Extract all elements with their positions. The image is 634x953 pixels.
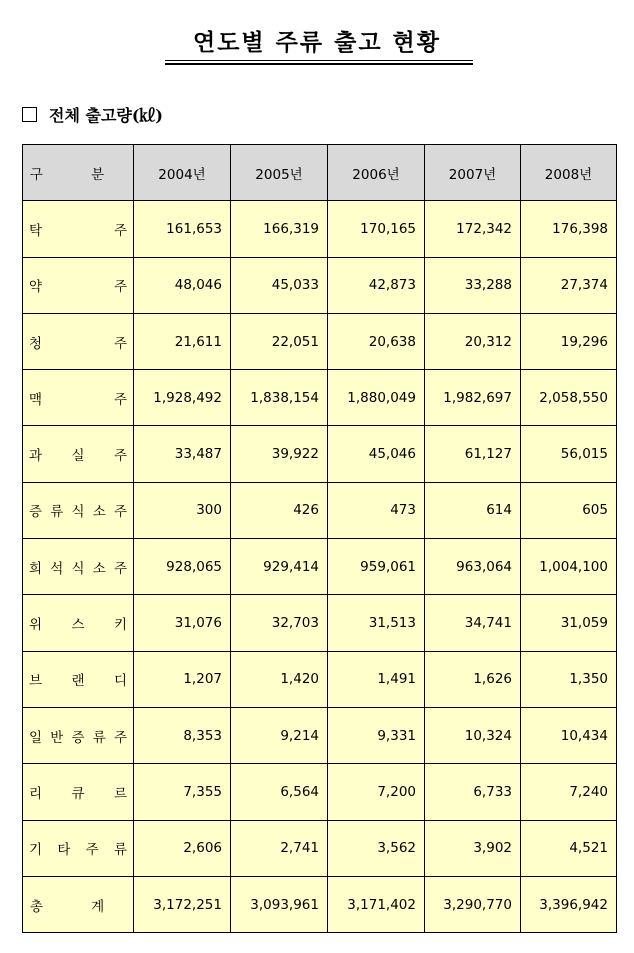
row-value: 1,420 xyxy=(231,651,328,707)
row-category: 브 랜 디 xyxy=(23,651,134,707)
table-row xyxy=(23,707,617,763)
row-value: 45,046 xyxy=(328,426,425,482)
table-header-row xyxy=(23,145,617,201)
table-row xyxy=(23,539,617,595)
header-year: 2007년 xyxy=(425,145,521,201)
table-row xyxy=(23,257,617,313)
total-value: 3,172,251 xyxy=(134,876,231,932)
checkbox-square-icon xyxy=(22,107,37,122)
row-value: 2,058,550 xyxy=(521,370,617,426)
page-title: 연도별 주류 출고 현황 xyxy=(193,30,441,56)
row-value: 34,741 xyxy=(425,595,521,651)
title-underline-thick xyxy=(165,63,473,65)
total-value: 3,396,942 xyxy=(521,876,617,932)
row-category: 청 주 xyxy=(23,313,134,369)
row-value: 61,127 xyxy=(425,426,521,482)
row-value: 300 xyxy=(134,482,231,538)
row-value: 48,046 xyxy=(134,257,231,313)
row-value: 9,331 xyxy=(328,707,425,763)
row-value: 9,214 xyxy=(231,707,328,763)
row-category: 위 스 키 xyxy=(23,595,134,651)
table-row xyxy=(23,651,617,707)
shipment-table xyxy=(22,144,617,933)
row-value: 32,703 xyxy=(231,595,328,651)
row-value: 10,324 xyxy=(425,707,521,763)
row-category: 과 실 주 xyxy=(23,426,134,482)
table-row xyxy=(23,595,617,651)
row-value: 963,064 xyxy=(425,539,521,595)
row-value: 1,626 xyxy=(425,651,521,707)
header-year: 2008년 xyxy=(521,145,617,201)
table-row xyxy=(23,370,617,426)
row-value: 1,350 xyxy=(521,651,617,707)
row-value: 1,880,049 xyxy=(328,370,425,426)
row-value: 166,319 xyxy=(231,201,328,257)
table-row xyxy=(23,201,617,257)
row-value: 33,288 xyxy=(425,257,521,313)
title-underline xyxy=(165,60,473,61)
section-heading xyxy=(22,103,163,126)
row-value: 33,487 xyxy=(134,426,231,482)
table-row xyxy=(23,426,617,482)
row-value: 31,059 xyxy=(521,595,617,651)
row-value: 27,374 xyxy=(521,257,617,313)
header-year: 2004년 xyxy=(134,145,231,201)
row-value: 21,611 xyxy=(134,313,231,369)
row-value: 1,207 xyxy=(134,651,231,707)
row-value: 56,015 xyxy=(521,426,617,482)
row-value: 7,200 xyxy=(328,764,425,820)
row-value: 426 xyxy=(231,482,328,538)
row-value: 8,353 xyxy=(134,707,231,763)
row-value: 4,521 xyxy=(521,820,617,876)
total-value: 3,171,402 xyxy=(328,876,425,932)
total-value: 3,290,770 xyxy=(425,876,521,932)
row-value: 605 xyxy=(521,482,617,538)
row-category: 리 큐 르 xyxy=(23,764,134,820)
row-value: 7,355 xyxy=(134,764,231,820)
row-value: 929,414 xyxy=(231,539,328,595)
row-value: 6,564 xyxy=(231,764,328,820)
row-value: 170,165 xyxy=(328,201,425,257)
row-value: 2,741 xyxy=(231,820,328,876)
row-value: 1,491 xyxy=(328,651,425,707)
total-label: 총 계 xyxy=(23,876,134,932)
row-category: 약 주 xyxy=(23,257,134,313)
row-value: 10,434 xyxy=(521,707,617,763)
row-category: 맥 주 xyxy=(23,370,134,426)
row-category: 기 타 주 류 xyxy=(23,820,134,876)
table-row xyxy=(23,820,617,876)
row-value: 959,061 xyxy=(328,539,425,595)
row-value: 2,606 xyxy=(134,820,231,876)
header-year: 2006년 xyxy=(328,145,425,201)
table-row xyxy=(23,482,617,538)
header-category: 구 분 xyxy=(23,145,134,201)
row-category: 탁 주 xyxy=(23,201,134,257)
row-value: 31,513 xyxy=(328,595,425,651)
row-value: 614 xyxy=(425,482,521,538)
row-category: 희 석 식 소 주 xyxy=(23,539,134,595)
row-value: 1,928,492 xyxy=(134,370,231,426)
total-value: 3,093,961 xyxy=(231,876,328,932)
row-value: 20,312 xyxy=(425,313,521,369)
row-value: 161,653 xyxy=(134,201,231,257)
row-value: 42,873 xyxy=(328,257,425,313)
row-value: 6,733 xyxy=(425,764,521,820)
table-row xyxy=(23,313,617,369)
table-total-row xyxy=(23,876,617,932)
row-category: 일 반 증 류 주 xyxy=(23,707,134,763)
row-value: 45,033 xyxy=(231,257,328,313)
row-value: 473 xyxy=(328,482,425,538)
row-value: 31,076 xyxy=(134,595,231,651)
row-value: 3,562 xyxy=(328,820,425,876)
row-value: 39,922 xyxy=(231,426,328,482)
row-value: 7,240 xyxy=(521,764,617,820)
table-row xyxy=(23,764,617,820)
row-category: 증 류 식 소 주 xyxy=(23,482,134,538)
row-value: 1,982,697 xyxy=(425,370,521,426)
row-value: 3,902 xyxy=(425,820,521,876)
row-value: 20,638 xyxy=(328,313,425,369)
row-value: 928,065 xyxy=(134,539,231,595)
row-value: 22,051 xyxy=(231,313,328,369)
row-value: 19,296 xyxy=(521,313,617,369)
row-value: 176,398 xyxy=(521,201,617,257)
row-value: 1,004,100 xyxy=(521,539,617,595)
row-value: 172,342 xyxy=(425,201,521,257)
row-value: 1,838,154 xyxy=(231,370,328,426)
header-year: 2005년 xyxy=(231,145,328,201)
section-label: 전체 출고량(㎘) xyxy=(49,106,163,125)
